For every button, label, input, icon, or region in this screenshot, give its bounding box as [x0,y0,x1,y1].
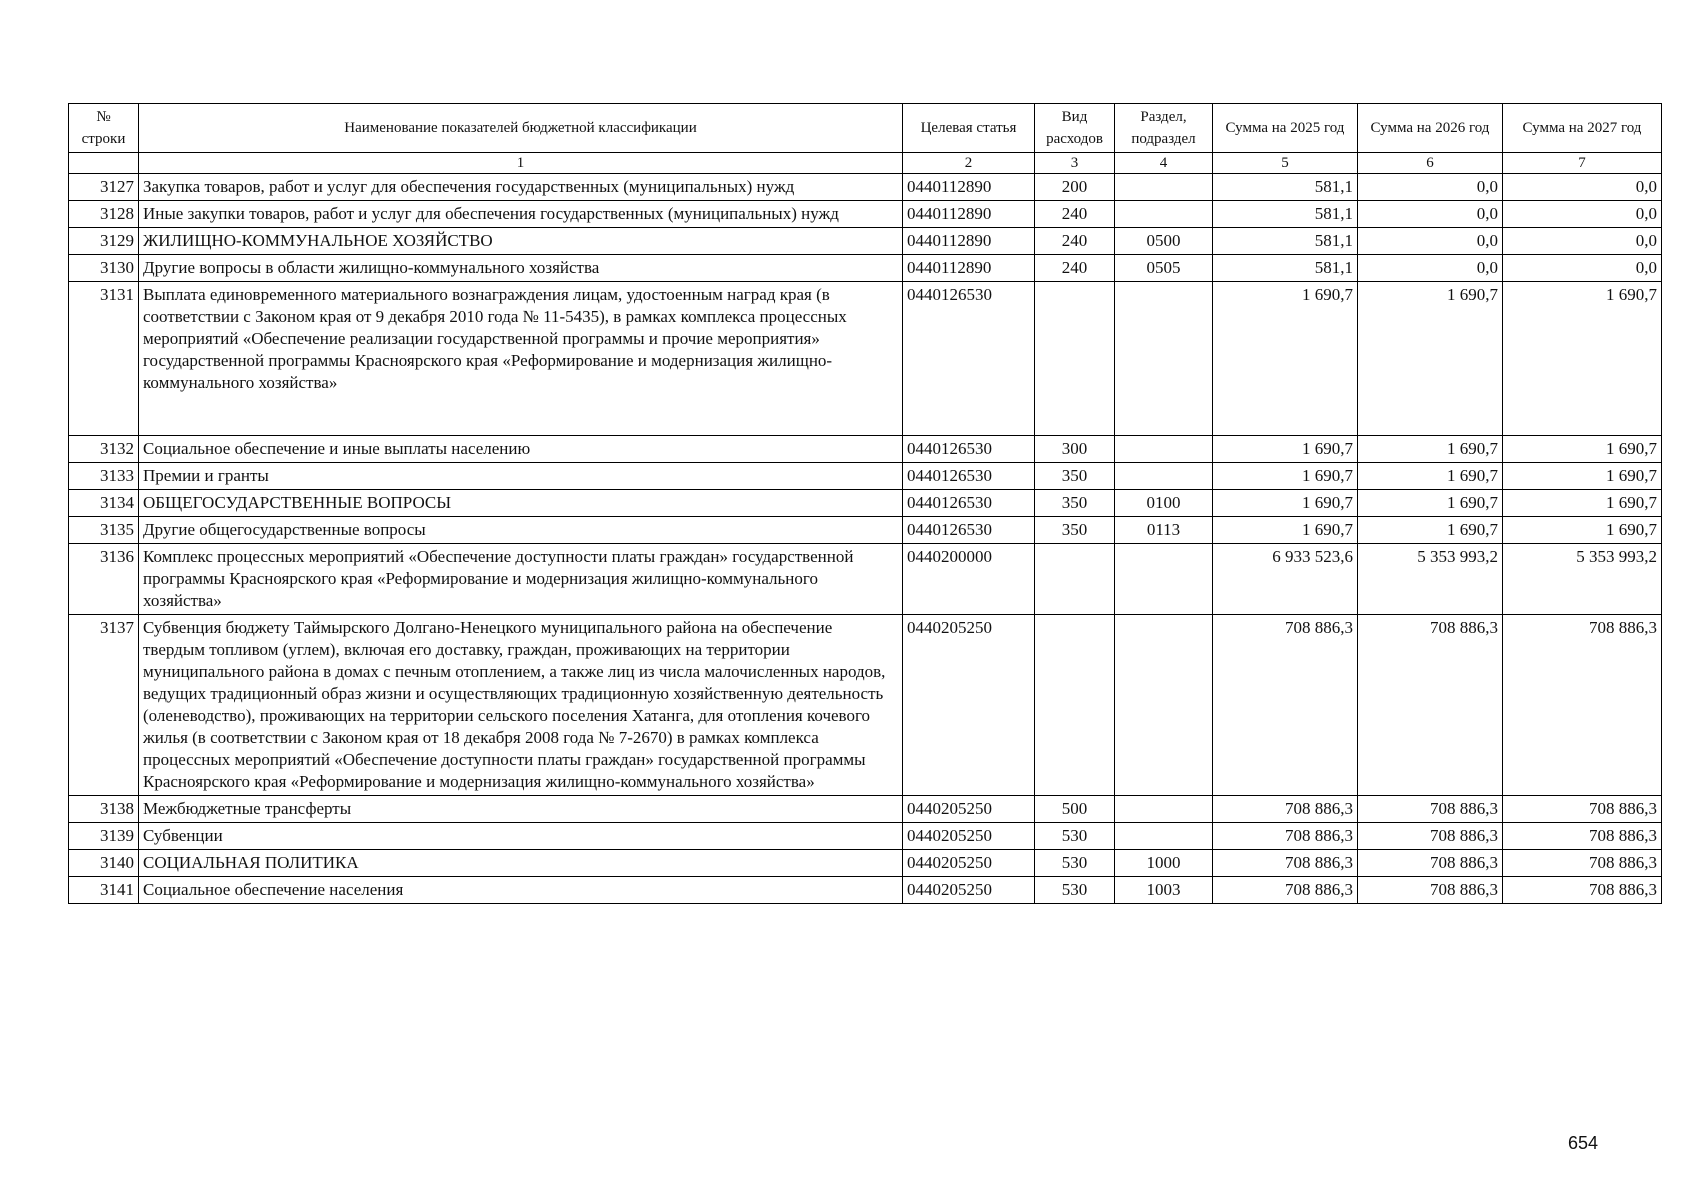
header-type: Вид расходов [1035,104,1115,153]
row-type: 200 [1035,174,1115,201]
row-target: 0440126530 [903,490,1035,517]
header-sum-2026: Сумма на 2026 год [1358,104,1503,153]
column-number: 1 [139,153,903,174]
row-section [1115,544,1213,615]
column-number: 5 [1213,153,1358,174]
row-name: Субвенции [139,823,903,850]
row-section: 0113 [1115,517,1213,544]
column-number: 6 [1358,153,1503,174]
row-sum-2027: 708 886,3 [1503,877,1662,904]
row-sum-2026: 1 690,7 [1358,463,1503,490]
row-type: 500 [1035,796,1115,823]
row-target: 0440205250 [903,850,1035,877]
row-sum-2026: 708 886,3 [1358,850,1503,877]
row-sum-2025: 581,1 [1213,228,1358,255]
row-number: 3138 [69,796,139,823]
column-number: 7 [1503,153,1662,174]
row-sum-2026: 1 690,7 [1358,490,1503,517]
row-sum-2027: 0,0 [1503,228,1662,255]
row-sum-2026: 0,0 [1358,201,1503,228]
table-row [69,850,1662,877]
row-target: 0440200000 [903,544,1035,615]
column-numbers-row [69,153,1662,174]
row-number: 3132 [69,436,139,463]
row-sum-2026: 1 690,7 [1358,282,1503,436]
row-sum-2027: 5 353 993,2 [1503,544,1662,615]
row-name: ЖИЛИЩНО-КОММУНАЛЬНОЕ ХОЗЯЙСТВО [139,228,903,255]
table-row [69,463,1662,490]
row-section [1115,174,1213,201]
row-type: 300 [1035,436,1115,463]
row-name: ОБЩЕГОСУДАРСТВЕННЫЕ ВОПРОСЫ [139,490,903,517]
budget-table [68,103,1662,904]
table-row [69,255,1662,282]
row-sum-2026: 708 886,3 [1358,796,1503,823]
header-sum-2027: Сумма на 2027 год [1503,104,1662,153]
row-sum-2026: 0,0 [1358,255,1503,282]
page-number: 654 [1568,1133,1599,1153]
row-sum-2027: 1 690,7 [1503,436,1662,463]
table-row [69,174,1662,201]
row-number: 3130 [69,255,139,282]
row-sum-2027: 708 886,3 [1503,823,1662,850]
row-sum-2025: 581,1 [1213,174,1358,201]
row-sum-2027: 1 690,7 [1503,282,1662,436]
row-target: 0440112890 [903,228,1035,255]
row-number: 3141 [69,877,139,904]
row-type: 530 [1035,877,1115,904]
row-sum-2027: 1 690,7 [1503,490,1662,517]
row-name: Иные закупки товаров, работ и услуг для обеспечения государственных (муниципальных) нужд [139,201,903,228]
column-number: 2 [903,153,1035,174]
row-sum-2025: 1 690,7 [1213,490,1358,517]
row-type [1035,615,1115,796]
row-number: 3136 [69,544,139,615]
row-name: Премии и гранты [139,463,903,490]
row-sum-2026: 0,0 [1358,228,1503,255]
table-row [69,796,1662,823]
row-sum-2027: 0,0 [1503,174,1662,201]
row-section [1115,823,1213,850]
row-name: Межбюджетные трансферты [139,796,903,823]
table-row [69,517,1662,544]
row-target: 0440205250 [903,796,1035,823]
row-number: 3127 [69,174,139,201]
table-row [69,877,1662,904]
row-section [1115,615,1213,796]
row-target: 0440126530 [903,517,1035,544]
row-sum-2025: 708 886,3 [1213,823,1358,850]
row-section [1115,436,1213,463]
row-sum-2026: 708 886,3 [1358,823,1503,850]
row-sum-2025: 1 690,7 [1213,436,1358,463]
row-sum-2026: 0,0 [1358,174,1503,201]
row-type: 530 [1035,850,1115,877]
row-sum-2025: 708 886,3 [1213,850,1358,877]
row-section: 0500 [1115,228,1213,255]
header-section: Раздел, подраздел [1115,104,1213,153]
row-target: 0440112890 [903,174,1035,201]
row-sum-2025: 1 690,7 [1213,463,1358,490]
row-target: 0440126530 [903,282,1035,436]
row-name: СОЦИАЛЬНАЯ ПОЛИТИКА [139,850,903,877]
header-sum-2025: Сумма на 2025 год [1213,104,1358,153]
header-row [69,104,1662,153]
row-sum-2025: 708 886,3 [1213,615,1358,796]
row-sum-2027: 0,0 [1503,255,1662,282]
row-number: 3129 [69,228,139,255]
row-type: 530 [1035,823,1115,850]
row-sum-2025: 1 690,7 [1213,517,1358,544]
row-sum-2027: 0,0 [1503,201,1662,228]
row-number: 3135 [69,517,139,544]
row-sum-2026: 708 886,3 [1358,877,1503,904]
row-number: 3133 [69,463,139,490]
row-name: Субвенция бюджету Таймырского Долгано-Ненецкого муниципального района на обеспечение твердым топливом (углем), включая его доставку, граждан, проживающих на территории муниципального района в домах с печным отоплением, а также лиц из числа малочисленных народов, ведущих традиционный образ жизни и осуществляющих традиционную хозяйственную деятельность (оленеводство), проживающих на территории сельского поселения Хатанга, для отопления кочевого жилья (в соответствии с Законом края от 18 декабря 2008 года № 7-2670) в рамках комплекса процессных мероприятий «Обеспечение доступности платы граждан» государственной программы Красноярского края «Реформирование и модернизация жилищно-коммунального хозяйства» [139,615,903,796]
row-sum-2027: 708 886,3 [1503,796,1662,823]
row-section: 0505 [1115,255,1213,282]
row-target: 0440205250 [903,615,1035,796]
row-type: 350 [1035,463,1115,490]
row-sum-2025: 581,1 [1213,201,1358,228]
row-name: Социальное обеспечение и иные выплаты населению [139,436,903,463]
row-sum-2026: 708 886,3 [1358,615,1503,796]
row-type: 240 [1035,255,1115,282]
row-name: Комплекс процессных мероприятий «Обеспечение доступности платы граждан» государственной программы Красноярского края «Реформирование и модернизация жилищно-коммунального хозяйства» [139,544,903,615]
row-type [1035,282,1115,436]
row-target: 0440112890 [903,255,1035,282]
table-row [69,544,1662,615]
row-sum-2026: 5 353 993,2 [1358,544,1503,615]
row-sum-2027: 708 886,3 [1503,850,1662,877]
table-row [69,823,1662,850]
row-sum-2026: 1 690,7 [1358,517,1503,544]
row-target: 0440205250 [903,823,1035,850]
header-name: Наименование показателей бюджетной классификации [139,104,903,153]
row-name: Закупка товаров, работ и услуг для обеспечения государственных (муниципальных) нужд [139,174,903,201]
row-sum-2025: 6 933 523,6 [1213,544,1358,615]
row-number: 3140 [69,850,139,877]
row-type: 240 [1035,201,1115,228]
row-section [1115,282,1213,436]
row-name: Выплата единовременного материального вознаграждения лицам, удостоенным наград края (в соответствии с Законом края от 9 декабря 2010 года № 11-5435), в рамках комплекса процессных мероприятий «Обеспечение реализации государственной программы и прочие мероприятия» государственной программы Красноярского края «Реформирование и модернизация жилищно-коммунального хозяйства» [139,282,903,436]
row-name: Другие вопросы в области жилищно-коммунального хозяйства [139,255,903,282]
row-number: 3134 [69,490,139,517]
row-number: 3139 [69,823,139,850]
row-section: 0100 [1115,490,1213,517]
row-section [1115,796,1213,823]
table-row [69,228,1662,255]
row-name: Другие общегосударственные вопросы [139,517,903,544]
row-sum-2025: 581,1 [1213,255,1358,282]
row-type: 350 [1035,490,1115,517]
row-sum-2027: 1 690,7 [1503,517,1662,544]
row-name: Социальное обеспечение населения [139,877,903,904]
row-target: 0440205250 [903,877,1035,904]
header-target: Целевая статья [903,104,1035,153]
row-sum-2027: 708 886,3 [1503,615,1662,796]
row-sum-2025: 708 886,3 [1213,877,1358,904]
row-type [1035,544,1115,615]
column-number: 4 [1115,153,1213,174]
row-target: 0440126530 [903,436,1035,463]
row-target: 0440126530 [903,463,1035,490]
row-sum-2025: 1 690,7 [1213,282,1358,436]
table-row [69,201,1662,228]
row-section [1115,463,1213,490]
column-number: 3 [1035,153,1115,174]
row-section [1115,201,1213,228]
row-number: 3131 [69,282,139,436]
row-sum-2025: 708 886,3 [1213,796,1358,823]
row-number: 3137 [69,615,139,796]
header-row-no: № строки [69,104,139,153]
table-row [69,615,1662,796]
row-section: 1003 [1115,877,1213,904]
row-target: 0440112890 [903,201,1035,228]
row-sum-2027: 1 690,7 [1503,463,1662,490]
row-type: 350 [1035,517,1115,544]
row-type: 240 [1035,228,1115,255]
table-row [69,282,1662,436]
row-number: 3128 [69,201,139,228]
row-sum-2026: 1 690,7 [1358,436,1503,463]
column-number [69,153,139,174]
table-row [69,436,1662,463]
row-section: 1000 [1115,850,1213,877]
table-row [69,490,1662,517]
